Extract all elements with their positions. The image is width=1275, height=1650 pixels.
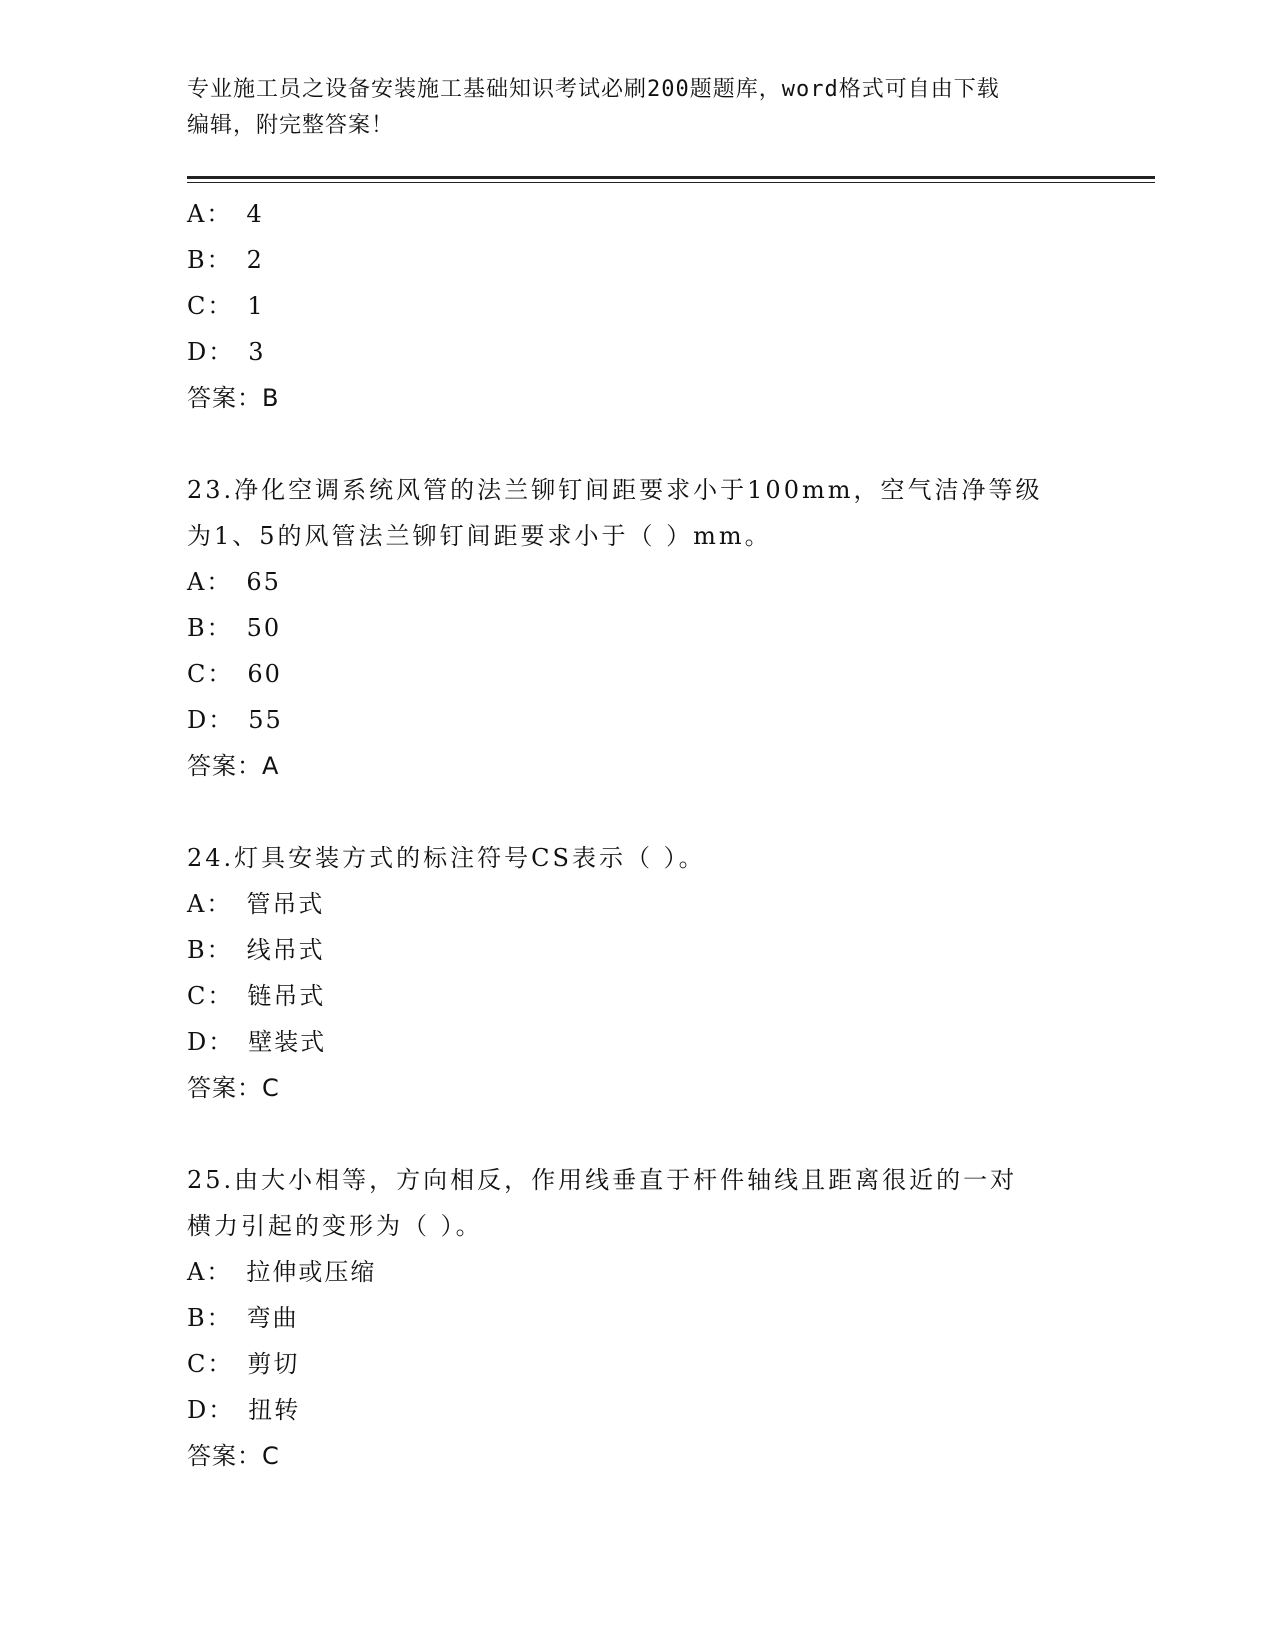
option-a: A： 65 [187,568,281,596]
question-stem-line: 23.净化空调系统风管的法兰铆钉间距要求小于100mm，空气洁净等级 [187,476,1043,504]
answer-line: 答案：B [187,384,280,412]
option-b: B： 2 [187,246,264,274]
question-block-25 [187,1157,1087,1479]
question-stem [187,467,1087,559]
option-c: C： 60 [187,660,282,688]
answer-line: 答案：A [187,752,280,780]
document-header [187,72,1087,144]
header-divider-thick [187,176,1155,179]
question-stem [187,1157,1087,1249]
spacer [187,789,1087,835]
header-title-line-1: 专业施工员之设备安装施工基础知识考试必刷200题题库，word格式可自由下载 [187,77,1000,102]
answer-line: 答案：C [187,1442,280,1470]
question-stem-line: 24.灯具安装方式的标注符号CS表示（ ）。 [187,844,706,872]
option-b: B： 弯曲 [187,1304,299,1332]
spacer [187,421,1087,467]
option-a: A： 拉伸或压缩 [187,1258,377,1286]
option-c: C： 剪切 [187,1350,300,1378]
option-a: A： 管吊式 [187,890,325,918]
spacer [187,1111,1087,1157]
option-d: D： 3 [187,338,266,366]
header-divider-thin [187,182,1155,183]
question-stem [187,835,1087,881]
option-d: D： 55 [187,706,283,734]
option-b: B： 线吊式 [187,936,325,964]
question-block-24 [187,835,1087,1111]
question-stem-line: 横力引起的变形为（ ）。 [187,1212,483,1240]
header-title-line-2: 编辑，附完整答案！ [187,113,395,138]
question-stem-line: 为1、5的风管法兰铆钉间距要求小于（ ）mm。 [187,522,772,550]
option-c: C： 链吊式 [187,982,326,1010]
option-b: B： 50 [187,614,282,642]
question-block-23 [187,467,1087,789]
option-a: A： 4 [187,200,264,228]
option-d: D： 壁装式 [187,1028,327,1056]
question-block-22 [187,191,1087,421]
question-list [187,191,1087,1479]
answer-line: 答案：C [187,1074,280,1102]
option-c: C： 1 [187,292,265,320]
option-d: D： 扭转 [187,1396,301,1424]
question-stem-line: 25.由大小相等，方向相反，作用线垂直于杆件轴线且距离很近的一对 [187,1166,1018,1194]
